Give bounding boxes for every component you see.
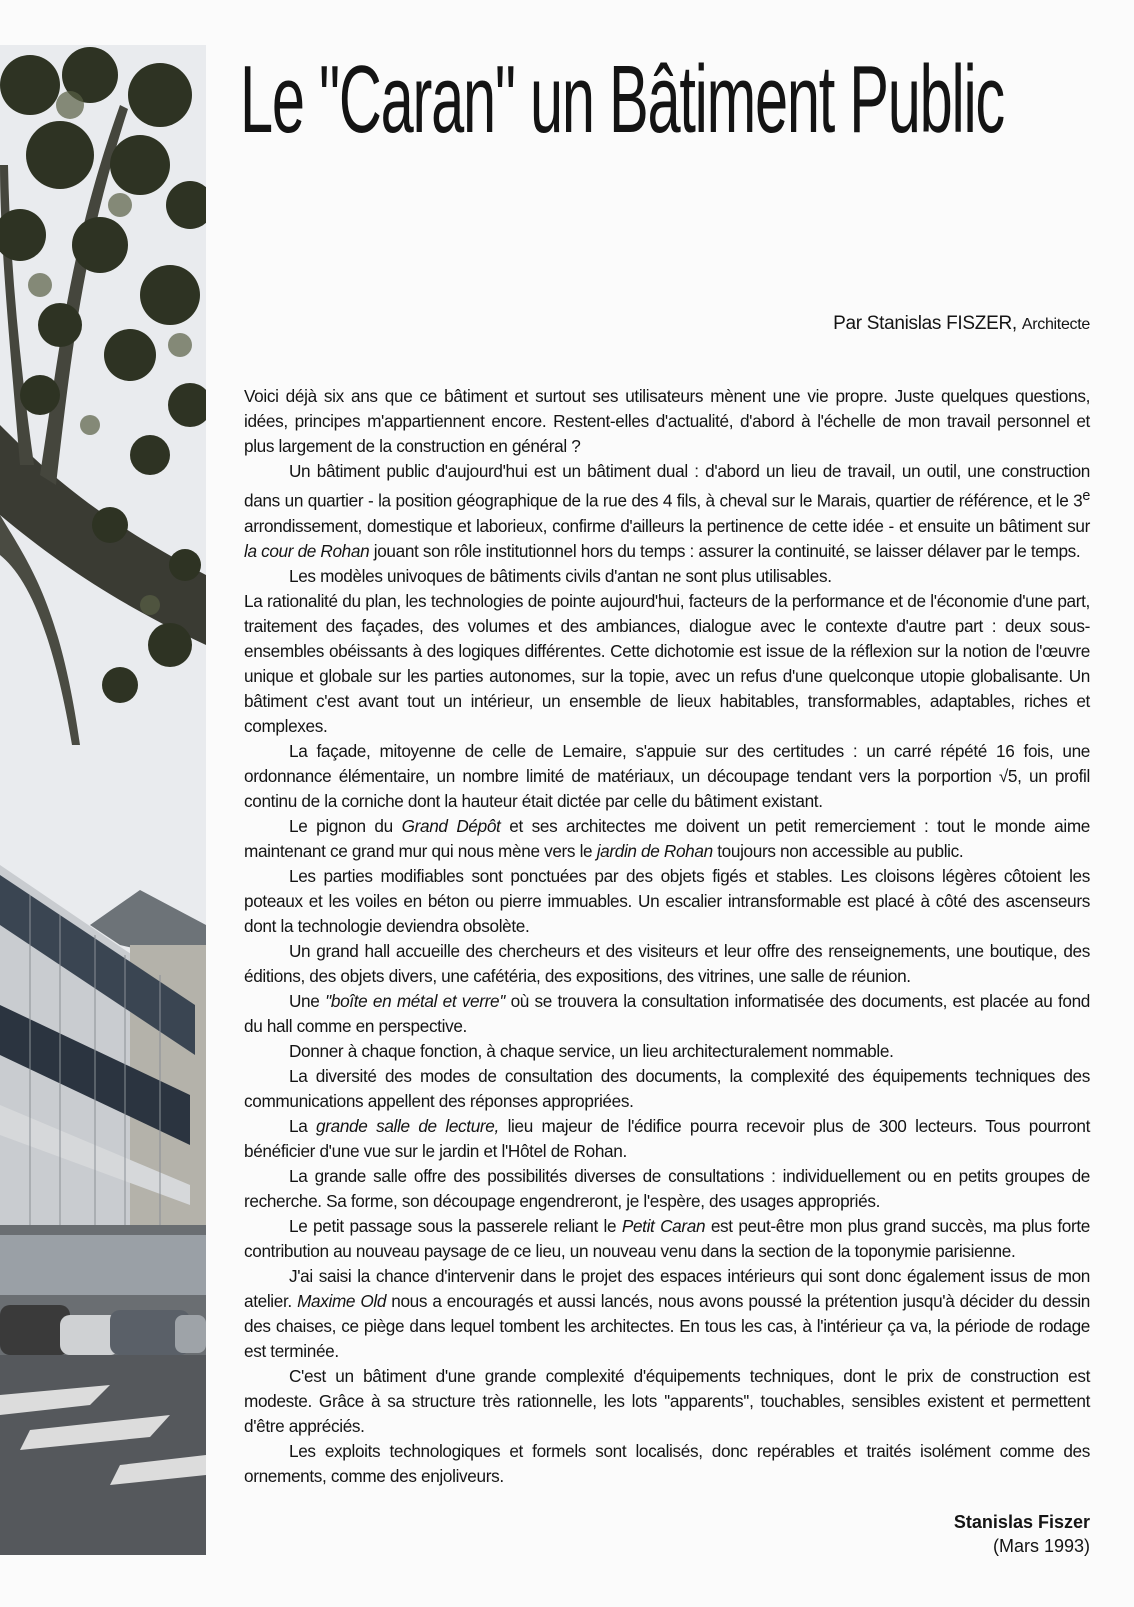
signature-name: Stanislas Fiszer (953, 1512, 1090, 1532)
article-paragraph (244, 459, 1090, 564)
text-run: Une (289, 990, 326, 1011)
text-run: C'est un bâtiment d'une grande complexité d'équipements techniques, dont le prix de construction est modeste. Grâce à sa structure très rationnelle, les lots ''apparents'', touchables, sensibles existent et permettent d'être appréciés. (244, 1365, 1090, 1436)
byline-author: Par Stanislas FISZER, (833, 313, 1017, 334)
text-run: où se trouvera la consultation informatisée des documents, est placée au fond du hall comme en perspective. (244, 990, 1090, 1036)
text-run: Voici déjà six ans que ce bâtiment et surtout ses utilisateurs mènent une vie propre. Juste quelques questions, idées, principes m'appartiennent encore. Restent-elles d'actualité, d'abord à l'échelle de mon travail personnel et plus largement de la construction en général ? (244, 386, 1090, 456)
text-run: Donner à chaque fonction, à chaque service, un lieu architecturalement nommable. (289, 1040, 894, 1061)
article-paragraph (244, 814, 1090, 864)
article-paragraph (244, 589, 1090, 739)
article-paragraph (244, 1039, 1090, 1064)
text-run: et ses architectes me doivent un petit remerciement : tout le monde aime maintenant ce grand mur qui nous mène vers le (244, 815, 1090, 861)
text-run: La façade, mitoyenne de celle de Lemaire, s'appuie sur des certitudes : un carré répété 16 fois, une ordonnance élémentaire, un nombre limité de matériaux, un découpage tendant vers la porportion √5, un profil continu de la corniche dont la hauteur était dictée par celle du bâtiment existant. (244, 740, 1090, 811)
article-paragraph (244, 1114, 1090, 1164)
text-run: nous a encouragés et aussi lancés, nous avons poussé la prétention jusqu'à décider du dessin des chaises, ce piège dans lequel tombent les architectes. En tous les cas, à l'intérieur ça va, la période de rodage est terminée. (244, 1290, 1091, 1361)
article-paragraph (244, 1264, 1090, 1364)
article-paragraph (244, 1064, 1090, 1114)
text-run: toujours non accessible au public. (712, 840, 964, 861)
article-title: Le "Caran" un Bâtiment Public (240, 46, 1004, 153)
text-run: La (289, 1115, 317, 1136)
text-run: La grande salle offre des possibilités diverses de consultations : individuellement ou en petits groupes de recherche. Sa forme, son découpage engendreront, je l'espère, des usages appropriés. (244, 1165, 1090, 1211)
article-paragraph (244, 384, 1090, 459)
byline (833, 313, 1090, 335)
text-run: Le petit passage sous la passerele reliant le (289, 1215, 622, 1236)
article-body (244, 384, 1090, 1489)
text-run: arrondissement, domestique et laborieux, confirme d'ailleurs la pertinence de cette idée - et ensuite un bâtiment sur (244, 515, 1090, 536)
article-paragraph (244, 1214, 1090, 1264)
superscript: e (1082, 488, 1090, 504)
text-run: Les modèles univoques de bâtiments civils d'antan ne sont plus utilisables. (289, 565, 832, 586)
text-run: La diversité des modes de consultation des documents, la complexité des équipements techniques des communications appellent des réponses appropriées. (244, 1065, 1090, 1111)
text-run: Les exploits technologiques et formels sont localisés, donc repérables et traités isolément comme des ornements, comme des enjoliveurs. (244, 1440, 1090, 1486)
italic-phrase: ''boîte en métal et verre'' (325, 990, 506, 1011)
text-run: J'ai saisi la chance d'intervenir dans le projet des espaces intérieurs qui sont donc également issus de mon atelier. (244, 1265, 1090, 1311)
article-paragraph (244, 989, 1090, 1039)
article-paragraph (244, 564, 1090, 589)
building-photo (0, 45, 206, 1555)
article-paragraph (244, 939, 1090, 989)
italic-phrase: grande salle de lecture, (316, 1115, 499, 1136)
text-run: Les parties modifiables sont ponctuées par des objets figés et stables. Les cloisons légères côtoient les poteaux et les voiles en béton ou pierre immuables. Un escalier intransformable est placé à côté des ascenseurs dont la technologie deviendra obsolète. (244, 865, 1090, 936)
italic-phrase: la cour de Rohan (244, 540, 370, 561)
italic-phrase: Maxime Old (297, 1290, 387, 1311)
article-paragraph (244, 1439, 1090, 1489)
text-run: jouant son rôle institutionnel hors du temps : assurer la continuité, se laisser délaver par le temps. (369, 540, 1081, 561)
article-paragraph (244, 739, 1090, 814)
text-run: est peut-être mon plus grand succès, ma plus forte contribution au nouveau paysage de ce lieu, un nouveau venu dans la section de la toponymie parisienne. (244, 1215, 1090, 1261)
signature-date: (Mars 1993) (992, 1536, 1090, 1556)
italic-phrase: Petit Caran (621, 1215, 706, 1236)
article-paragraph (244, 1164, 1090, 1214)
text-run: lieu majeur de l'édifice pourra recevoir plus de 300 lecteurs. Tous pourront bénéficier d'une vue sur le jardin et l'Hôtel de Rohan. (244, 1115, 1090, 1161)
text-run: Un grand hall accueille des chercheurs et des visiteurs et leur offre des renseignements, une boutique, des éditions, des objets divers, une cafétéria, des expositions, des vitrines, une salle de réunion. (244, 940, 1090, 986)
italic-phrase: Grand Dépôt (401, 815, 501, 836)
text-run: Un bâtiment public d'aujourd'hui est un bâtiment dual : d'abord un lieu de travail, un outil, une construction dans un quartier - la position géographique de la rue des 4 fils, à cheval sur le Marais, quartier de référence, et le 3 (244, 461, 1090, 511)
article-paragraph (244, 1364, 1090, 1439)
italic-phrase: jardin de Rohan (596, 840, 713, 861)
byline-role: Architecte (1021, 316, 1090, 333)
text-run: Le pignon du (289, 815, 402, 836)
signature (954, 1510, 1090, 1558)
article-paragraph (244, 864, 1090, 939)
text-run: La rationalité du plan, les technologies de pointe aujourd'hui, facteurs de la performance et de l'économie d'une part, traitement des façades, des volumes et des ambiances, dialogue avec le contexte d'autre part : deux sous-ensembles obéissants à des logiques différentes. Cette dichotomie est issue de la réflexion sur la notion de l'œuvre unique et globale sur les parties autonomes, sur la topie, avec un refus d'une quelconque utopie globalisante. Un bâtiment c'est avant tout un intérieur, un ensemble de lieux habitables, transformables, adaptables, riches et complexes. (244, 590, 1090, 736)
